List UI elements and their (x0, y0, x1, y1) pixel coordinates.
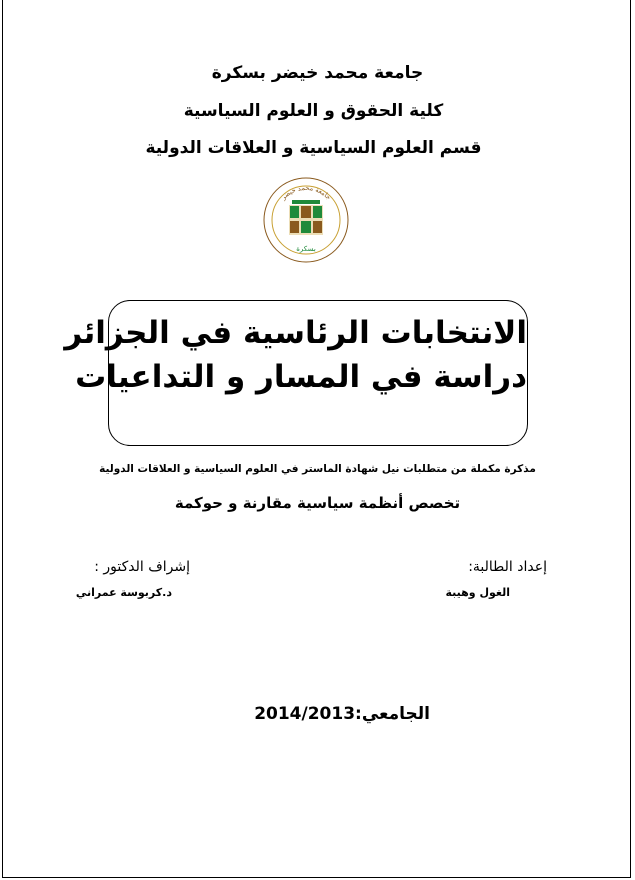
thesis-title-line2: دراسة في المسار و التداعيات (75, 359, 527, 395)
student-label: إعداد الطالبة: (468, 559, 547, 575)
title-box (64, 300, 528, 446)
supervisor-name: د.كربوسة عمراني (75, 586, 172, 599)
student-name: الغول وهيبة (445, 586, 510, 599)
memo-description: مذكرة مكملة من متطلبات نيل شهادة الماستر في العلوم السياسية و العلاقات الدولية (99, 463, 536, 475)
logo-top-text: جامعة محمد خيضر (279, 183, 333, 202)
specialization: تخصص أنظمة سياسية مقارنة و حوكمة (174, 494, 461, 512)
thesis-title-line1: الانتخابات الرئاسية في الجزائر (64, 315, 527, 351)
department-name: قسم العلوم السياسية و العلاقات الدولية (145, 138, 482, 158)
university-logo (262, 176, 350, 264)
supervisor-label: إشراف الدكتور : (94, 559, 190, 575)
academic-year: الجامعي:2014/2013 (254, 704, 430, 724)
university-name: جامعة محمد خيضر بسكرة (211, 63, 424, 83)
faculty-name: كلية الحقوق و العلوم السياسية (183, 101, 444, 121)
logo-bottom-text: بسكرة (296, 245, 316, 253)
